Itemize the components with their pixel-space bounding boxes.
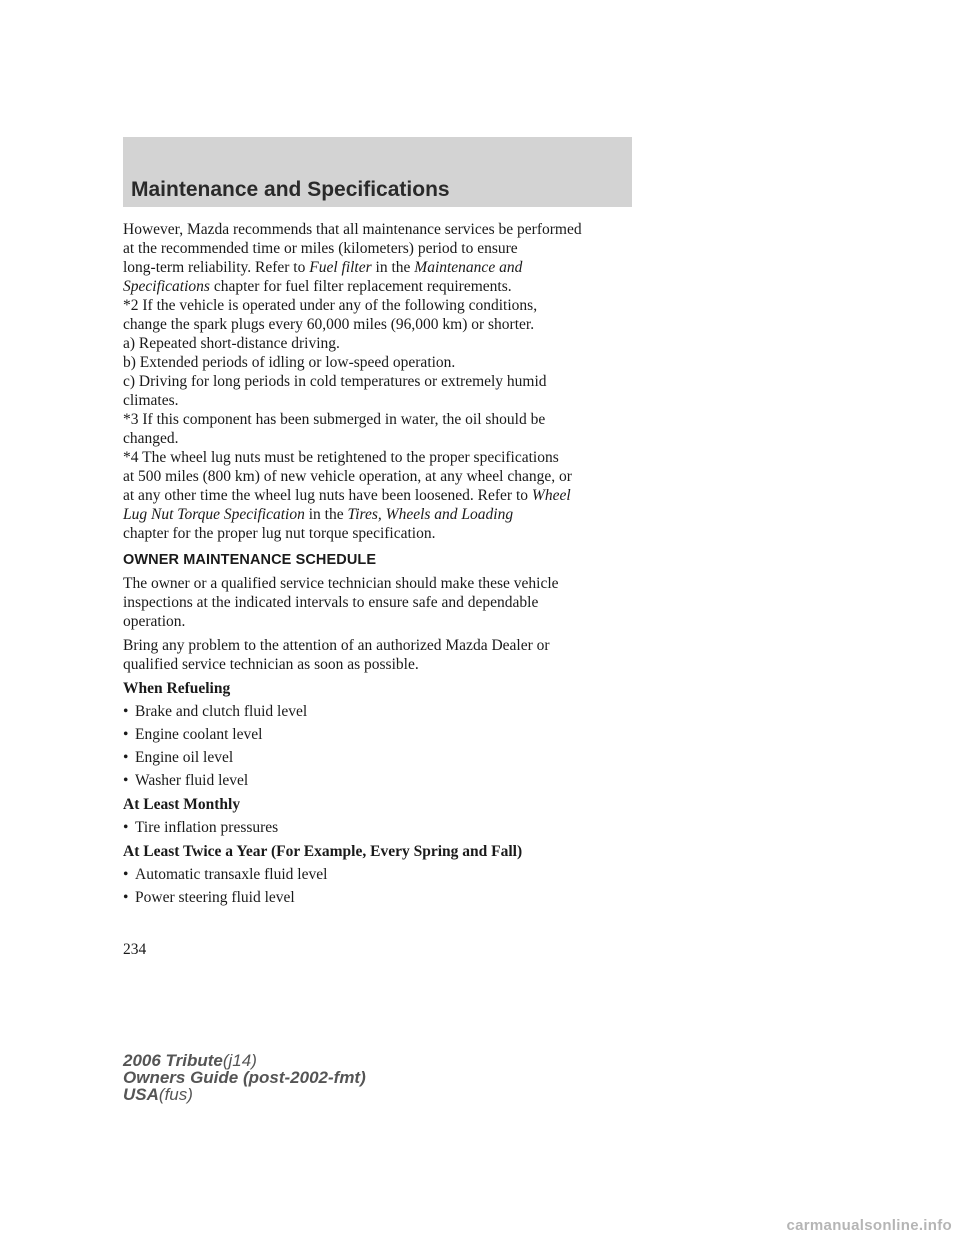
bullet-icon: •: [123, 703, 129, 720]
text-line: The owner or a qualified service technician should make these vehicle: [123, 575, 559, 592]
text-line: c) Driving for long periods in cold temperatures or extremely humid: [123, 373, 547, 390]
text-line: Specifications chapter for fuel filter replacement requirements.: [123, 278, 512, 295]
text-line: Lug Nut Torque Specification in the Tires, Wheels and Loading: [123, 506, 514, 523]
watermark: carmanualsonline.info: [786, 1217, 952, 1234]
list-item: • Engine coolant level: [123, 726, 263, 743]
text-line: at the recommended time or miles (kilometers) period to ensure: [123, 240, 518, 257]
text-line: inspections at the indicated intervals to ensure safe and dependable: [123, 594, 539, 611]
text-line: climates.: [123, 392, 179, 409]
cross-reference: Lug Nut Torque Specification: [123, 506, 305, 523]
body-text: [123, 220, 643, 911]
list-item: • Tire inflation pressures: [123, 819, 279, 836]
group-heading: When Refueling: [123, 680, 231, 697]
paragraph: [123, 574, 643, 631]
group-heading: At Least Twice a Year (For Example, Every Spring and Fall): [123, 843, 523, 860]
list-item: • Brake and clutch fluid level: [123, 703, 308, 720]
text-line: at 500 miles (800 km) of new vehicle operation, at any wheel change, or: [123, 468, 572, 485]
bullet-icon: •: [123, 819, 129, 836]
text-line: However, Mazda recommends that all maintenance services be performed: [123, 221, 582, 238]
cross-reference: Specifications: [123, 278, 210, 295]
text-line: long-term reliability. Refer to Fuel filter in the Maintenance and: [123, 259, 523, 276]
text-line: qualified service technician as soon as possible.: [123, 656, 419, 673]
bullet-icon: •: [123, 749, 129, 766]
cross-reference: Wheel: [531, 487, 571, 504]
document-footer: [123, 1052, 366, 1103]
text-line: Bring any problem to the attention of an authorized Mazda Dealer or: [123, 637, 550, 654]
text-line: *2 If the vehicle is operated under any of the following conditions,: [123, 297, 538, 314]
list-item: • Washer fluid level: [123, 772, 249, 789]
paragraph: [123, 636, 643, 674]
cross-reference: Tires, Wheels and Loading: [347, 506, 514, 523]
text-line: *4 The wheel lug nuts must be retightened to the proper specifications: [123, 449, 559, 466]
text-line: operation.: [123, 613, 186, 630]
bullet-icon: •: [123, 866, 129, 883]
page-number: 234: [123, 941, 147, 958]
list-item: • Engine oil level: [123, 749, 234, 766]
footer-model: 2006 Tribute: [123, 1051, 223, 1070]
section-heading: OWNER MAINTENANCE SCHEDULE: [123, 552, 377, 568]
group-heading: At Least Monthly: [123, 796, 241, 813]
footer-market: USA: [123, 1085, 159, 1104]
text-line: b) Extended periods of idling or low-speed operation.: [123, 354, 456, 371]
text-line: a) Repeated short-distance driving.: [123, 335, 340, 352]
list-item: • Automatic transaxle fluid level: [123, 866, 328, 883]
bullet-icon: •: [123, 772, 129, 789]
intro-section: [123, 220, 643, 543]
cross-reference: Fuel filter: [309, 259, 372, 276]
footer-code: (j14): [222, 1051, 257, 1070]
text-line: at any other time the wheel lug nuts have been loosened. Refer to Wheel: [123, 487, 571, 504]
cross-reference: Maintenance and: [414, 259, 523, 276]
text-line: chapter for the proper lug nut torque specification.: [123, 525, 436, 542]
list-item: • Power steering fluid level: [123, 889, 295, 906]
text-line: change the spark plugs every 60,000 miles (96,000 km) or shorter.: [123, 316, 535, 333]
footer-code: (fus): [158, 1085, 193, 1104]
page-title: Maintenance and Specifications: [131, 178, 450, 201]
footer-guide: Owners Guide (post-2002-fmt): [123, 1068, 366, 1087]
text-line: changed.: [123, 430, 179, 447]
text-line: *3 If this component has been submerged in water, the oil should be: [123, 411, 546, 428]
bullet-icon: •: [123, 889, 129, 906]
bullet-icon: •: [123, 726, 129, 743]
